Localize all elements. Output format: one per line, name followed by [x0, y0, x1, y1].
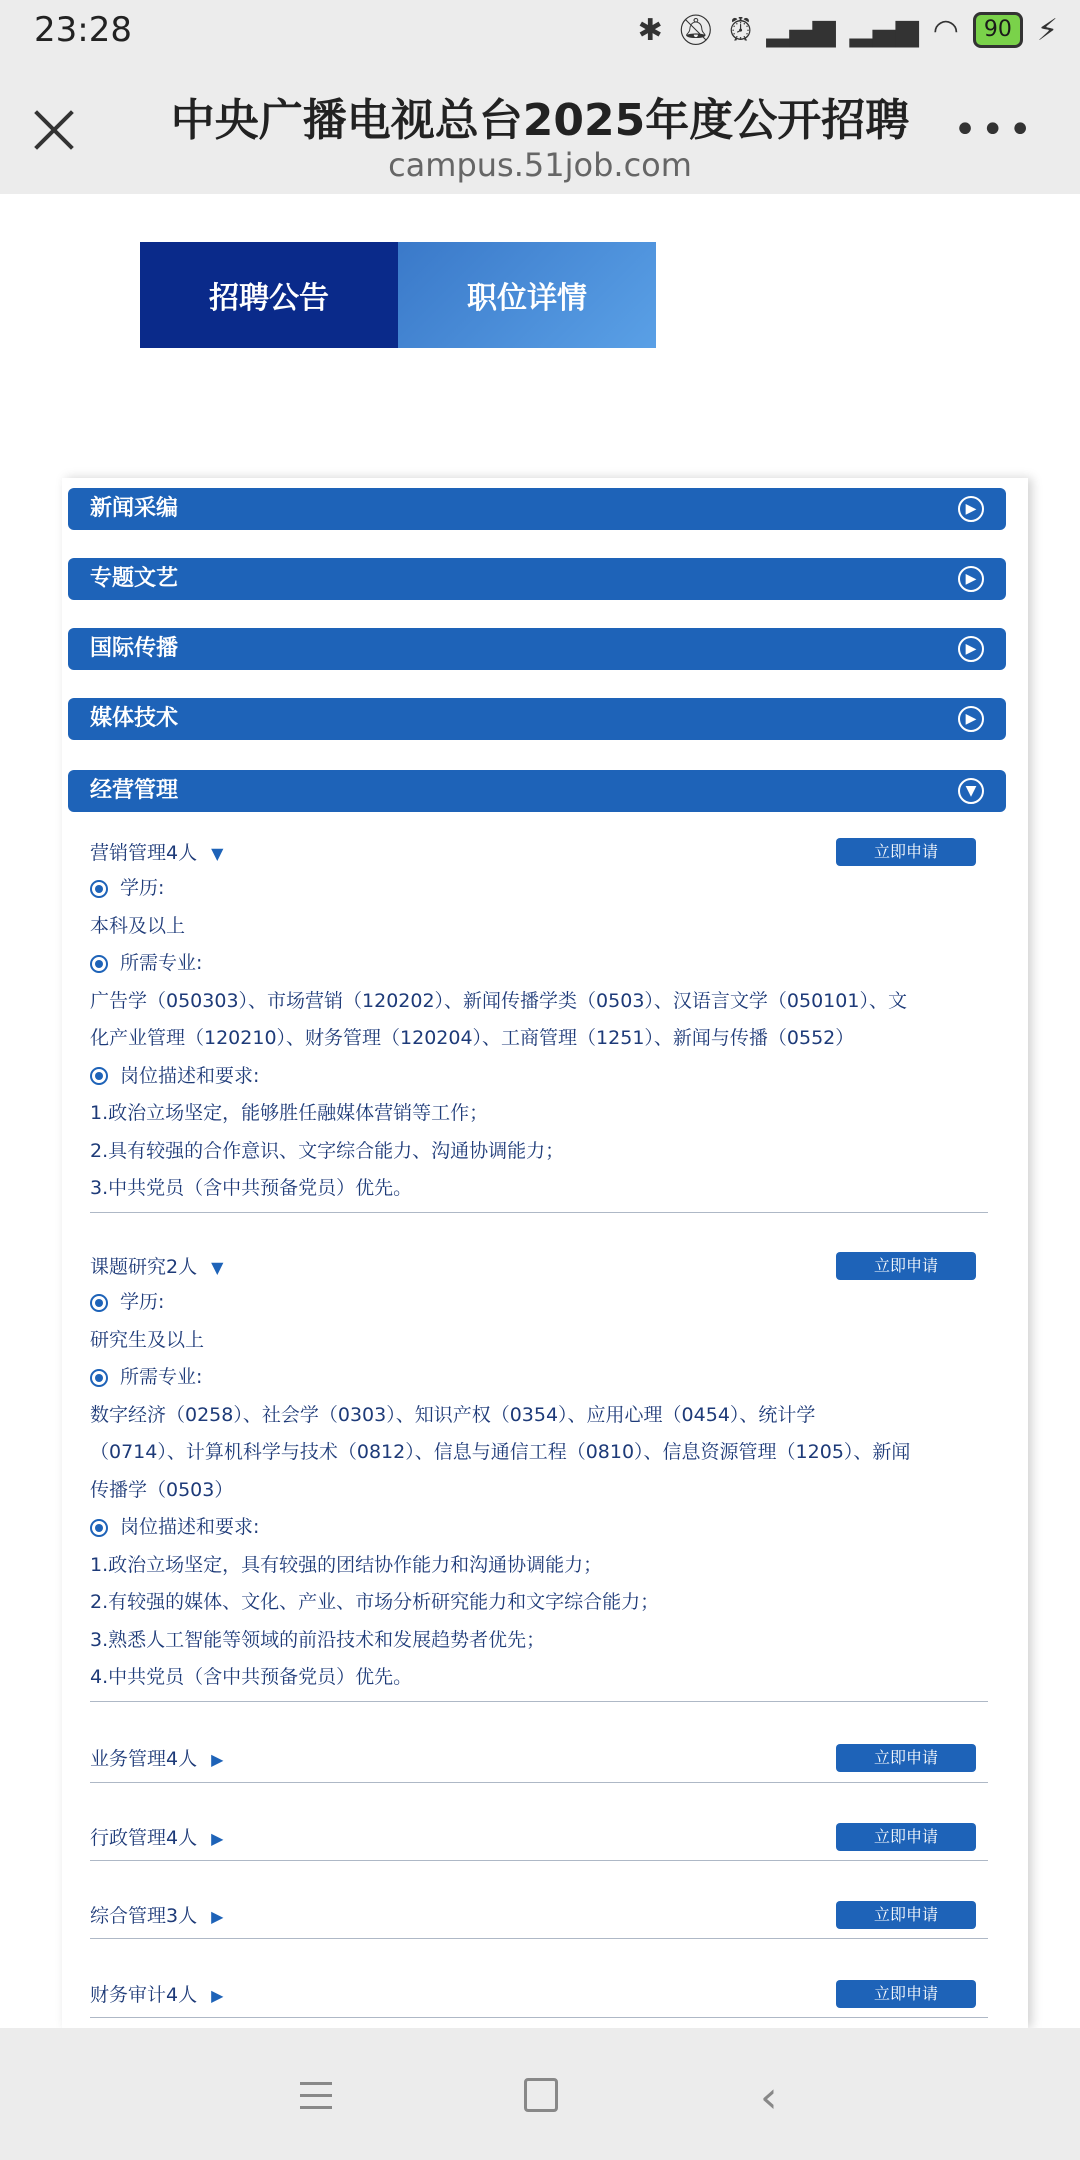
triangle-down-icon: ▼	[211, 844, 224, 863]
desc-line: 2.具有较强的合作意识、文字综合能力、沟通协调能力；	[90, 1139, 565, 1162]
job-item-collapsed	[90, 1899, 988, 1933]
radio-dot-icon	[90, 1519, 108, 1537]
page-url: campus.51job.com	[388, 146, 692, 184]
back-icon[interactable]: ‹	[760, 2072, 778, 2123]
category-label: 经营管理	[90, 778, 179, 803]
bell-off-icon: 🔕︎	[676, 12, 715, 48]
major-line: 数字经济（0258）、社会学（0303）、知识产权（0354）、应用心理（0454）、统计学	[90, 1403, 816, 1426]
job-title: 行政管理4人	[90, 1827, 198, 1849]
job-header[interactable]	[90, 1742, 988, 1776]
desc-line: 4.中共党员（含中共预备党员）优先。	[90, 1666, 413, 1688]
category-header[interactable]	[68, 698, 1006, 740]
system-nav-bar	[0, 2028, 1080, 2160]
category-header[interactable]	[68, 558, 1006, 600]
category-label: 新闻采编	[90, 496, 179, 521]
home-icon[interactable]	[524, 2078, 558, 2112]
divider	[90, 1782, 988, 1783]
status-bar	[0, 0, 1080, 66]
page-title: 中央广播电视总台2025年度公开招聘	[170, 95, 910, 146]
major-label: 所需专业:	[90, 945, 988, 983]
chevron-right-icon: ▶	[958, 496, 984, 522]
desc-line: 3.中共党员（含中共预备党员）优先。	[90, 1177, 413, 1199]
desc-label: 岗位描述和要求:	[90, 1058, 988, 1096]
chevron-right-icon: ▶	[958, 566, 984, 592]
tab-position-details[interactable]: 职位详情	[398, 242, 656, 348]
radio-dot-icon	[90, 1294, 108, 1312]
major-line: 化产业管理（120210）、财务管理（120204）、工商管理（1251）、新闻与传播（0552）	[90, 1027, 855, 1049]
radio-dot-icon	[90, 880, 108, 898]
chevron-right-icon: ▶	[958, 706, 984, 732]
divider	[90, 1212, 988, 1213]
divider	[90, 2017, 988, 2018]
major-line: （0714）、计算机科学与技术（0812）、信息与通信工程（0810）、信息资源管理（1205）、新闻	[90, 1441, 911, 1463]
job-header[interactable]	[90, 1899, 988, 1933]
desc-line: 3.熟悉人工智能等领域的前沿技术和发展趋势者优先；	[90, 1628, 546, 1651]
major-line: 传播学（0503）	[90, 1478, 234, 1501]
job-item	[90, 836, 988, 1213]
job-title: 财务审计4人	[90, 1984, 198, 2006]
desc-line: 1.政治立场坚定，能够胜任融媒体营销等工作；	[90, 1102, 489, 1124]
menu-icon[interactable]	[300, 2082, 332, 2108]
major-label: 所需专业:	[90, 1359, 988, 1397]
wifi-icon: ◠	[932, 12, 959, 48]
major-line: 广告学（050303）、市场营销（120202）、新闻传播学类（0503）、汉语言文学（050101）、文	[90, 989, 907, 1012]
category-label: 媒体技术	[90, 706, 179, 731]
alarm-icon: ⏰︎	[728, 12, 753, 48]
job-title: 业务管理4人	[90, 1748, 198, 1770]
apply-button[interactable]: 立即申请	[836, 1980, 976, 2008]
education-value: 研究生及以上	[90, 1328, 205, 1351]
job-title: 综合管理3人	[90, 1905, 198, 1927]
close-icon[interactable]	[30, 106, 78, 154]
education-value: 本科及以上	[90, 914, 186, 937]
desc-line: 1.政治立场坚定，具有较强的团结协作能力和沟通协调能力；	[90, 1553, 603, 1576]
category-header[interactable]	[68, 770, 1006, 812]
job-title: 营销管理4人	[90, 842, 198, 864]
category-label: 专题文艺	[90, 566, 179, 591]
radio-dot-icon	[90, 955, 108, 973]
radio-dot-icon	[90, 1067, 108, 1085]
triangle-right-icon: ▶	[211, 1907, 224, 1926]
charging-icon: ⚡︎	[1036, 12, 1058, 48]
radio-dot-icon	[90, 1369, 108, 1387]
apply-button[interactable]: 立即申请	[836, 1744, 976, 1772]
triangle-right-icon: ▶	[211, 1750, 224, 1769]
triangle-down-icon: ▼	[211, 1258, 224, 1277]
status-icons	[638, 12, 1058, 48]
job-header[interactable]	[90, 836, 988, 870]
job-item-collapsed	[90, 1821, 988, 1855]
chevron-right-icon: ▶	[958, 636, 984, 662]
apply-button[interactable]: 立即申请	[836, 1252, 976, 1280]
education-label: 学历:	[90, 1284, 988, 1322]
job-item-collapsed	[90, 1978, 988, 2012]
divider	[90, 1860, 988, 1861]
battery-icon: 90	[973, 12, 1023, 48]
bluetooth-icon: ✱	[637, 12, 663, 48]
category-header[interactable]	[68, 628, 1006, 670]
triangle-right-icon: ▶	[211, 1986, 224, 2005]
chevron-down-icon: ▼	[958, 778, 984, 804]
education-label: 学历:	[90, 870, 988, 908]
job-item	[90, 1250, 988, 1702]
desc-label: 岗位描述和要求:	[90, 1509, 988, 1547]
job-item-collapsed	[90, 1742, 988, 1776]
desc-line: 2.有较强的媒体、文化、产业、市场分析研究能力和文字综合能力；	[90, 1591, 660, 1613]
browser-title-bar	[0, 66, 1080, 194]
divider	[90, 1701, 988, 1702]
triangle-right-icon: ▶	[211, 1829, 224, 1848]
tab-announcement[interactable]: 招聘公告	[140, 242, 398, 348]
job-header[interactable]	[90, 1250, 988, 1284]
apply-button[interactable]: 立即申请	[836, 1823, 976, 1851]
category-header[interactable]	[68, 488, 1006, 530]
tab-bar	[140, 242, 656, 348]
job-header[interactable]	[90, 1821, 988, 1855]
job-header[interactable]	[90, 1978, 988, 2012]
divider	[90, 1938, 988, 1939]
signal-hd-icon: ▂▄▆	[849, 12, 919, 48]
status-time: 23:28	[34, 10, 132, 50]
job-title: 课题研究2人	[90, 1256, 198, 1278]
job-panel	[62, 478, 1028, 2028]
apply-button[interactable]: 立即申请	[836, 1901, 976, 1929]
signal-hd-icon: ▂▄▆	[766, 12, 836, 48]
apply-button[interactable]: 立即申请	[836, 838, 976, 866]
category-label: 国际传播	[90, 636, 179, 661]
more-menu-icon[interactable]: •••	[953, 107, 1036, 153]
